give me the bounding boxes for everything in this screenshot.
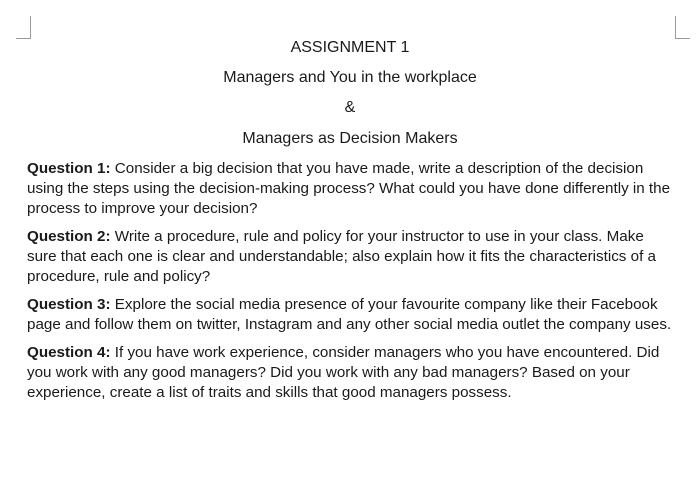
question-label: Question 3: [27, 296, 111, 313]
question-4 [27, 343, 677, 403]
question-text: If you have work experience, consider managers who you have encountered. Did you work with any good managers? Did you work with any bad managers? Based on your experience, create a list of traits and skills that good managers possess. [27, 344, 660, 401]
assignment-title: ASSIGNMENT 1 [290, 39, 410, 56]
question-3 [27, 295, 677, 335]
question-label: Question 1: [27, 160, 111, 177]
question-text: Consider a big decision that you have made, write a description of the decision using the steps using the decision-making process? What could you have done differently in the process to improve your decision? [27, 160, 671, 217]
section-heading-decision-makers: Managers as Decision Makers [242, 130, 458, 147]
question-text: Write a procedure, rule and policy for your instructor to use in your class. Make sure that each one is clear and understandable; also explain how it fits the characteristics of a procedure, rule and policy? [27, 228, 656, 285]
question-1 [27, 159, 677, 219]
question-2 [27, 227, 677, 287]
question-text: Explore the social media presence of your favourite company like their Facebook page and follow them on twitter, Instagram and any other social media outlet the company uses. [27, 296, 672, 333]
question-label: Question 2: [27, 228, 111, 245]
question-label: Question 4: [27, 344, 111, 361]
section-heading-managers-and-you: Managers and You in the workplace [223, 69, 477, 86]
ampersand-heading: & [344, 99, 356, 116]
question-list [27, 159, 677, 411]
